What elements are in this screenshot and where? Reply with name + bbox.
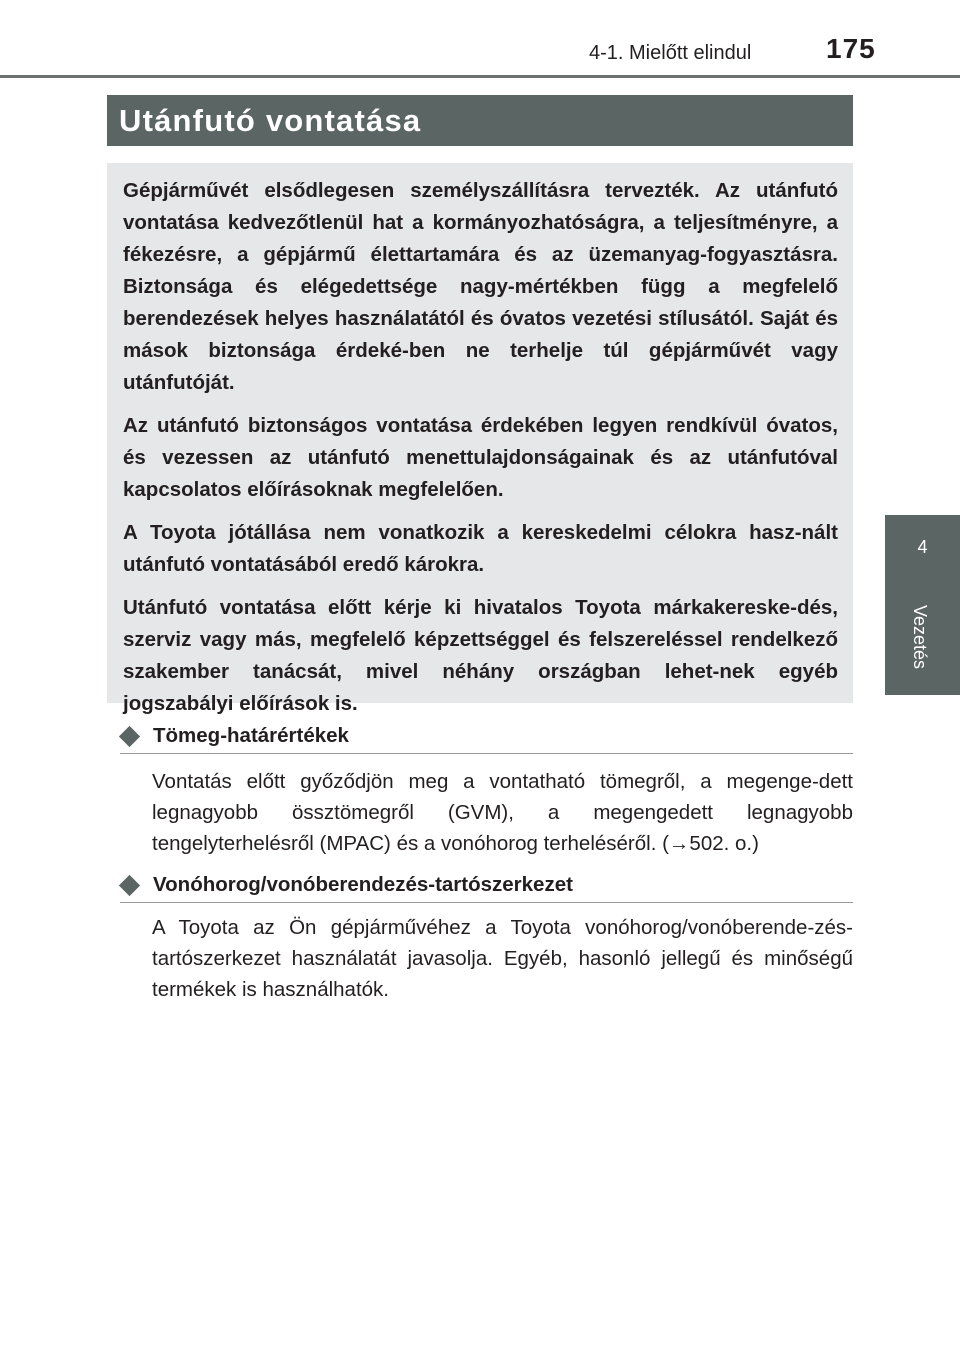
section-heading-text: Vonóhorog/vonóberendezés-tartószerkezet	[153, 873, 573, 896]
intro-paragraph: Utánfutó vontatása előtt kérje ki hivatalos Toyota márkakereske-dés, szerviz vagy más, megfelelő képzettséggel és felszereléssel rendelkező szakember tanácsát, mivel néhány országban lehet-nek egyéb jogszabályi előírások is.	[123, 596, 838, 715]
page-title: Utánfutó vontatása	[119, 103, 422, 138]
chapter-number: 4	[917, 537, 928, 557]
intro-paragraph: Az utánfutó biztonságos vontatása érdekében legyen rendkívül óvatos, és vezessen az utánfutó menettulajdonságainak és az utánfutóval kapcsolatos előírásoknak megfelelően.	[123, 414, 838, 501]
header-rule	[0, 75, 960, 78]
intro-paragraph: Gépjárművét elsődlegesen személyszállításra tervezték. Az utánfutó vontatása kedvezőtlenül hat a kormányozhatóságra, a teljesítményre, a fékezésre, a gépjármű élettartamára és az üzemanyag-fogyasztásra. Biztonsága és elégedettsége nagy-mértékben függ a megfelelő berendezések helyes használatától és óvatos vezetési stílusától. Saját és mások biztonsága érdeké-ben ne terhelje túl gépjárművét vagy utánfutóját.	[123, 179, 838, 394]
intro-box	[107, 163, 853, 715]
diamond-bullet-icon	[119, 875, 140, 896]
section-heading-text: Tömeg-határértékek	[153, 724, 349, 747]
title-bar	[107, 95, 853, 146]
section-heading-tow-hitch	[120, 870, 853, 903]
section-heading-weight-limits	[120, 721, 853, 754]
section-label: 4-1. Mielőtt elindul	[589, 42, 752, 64]
section-body: Vontatás előtt győződjön meg a vontatható tömegről, a megenge-dett legnagyobb össztömegről (GVM), a megengedett legnagyobb tengelyterhelésről (MPAC) és a vonóhorog terheléséről. (→502. o.)	[152, 770, 853, 855]
page-number: 175	[826, 33, 876, 64]
chapter-side-tab[interactable]	[885, 515, 960, 695]
section-body: A Toyota az Ön gépjárművéhez a Toyota vonóhorog/vonóberende-zés-tartószerkezet használatát javasolja. Egyéb, hasonló jellegű és minőségű termékek is használhatók.	[152, 916, 853, 1001]
intro-paragraph: A Toyota jótállása nem vonatkozik a kereskedelmi célokra hasz-nált utánfutó vontatásából eredő károkra.	[123, 521, 838, 576]
chapter-label: Vezetés	[910, 605, 930, 670]
diamond-bullet-icon	[119, 726, 140, 747]
